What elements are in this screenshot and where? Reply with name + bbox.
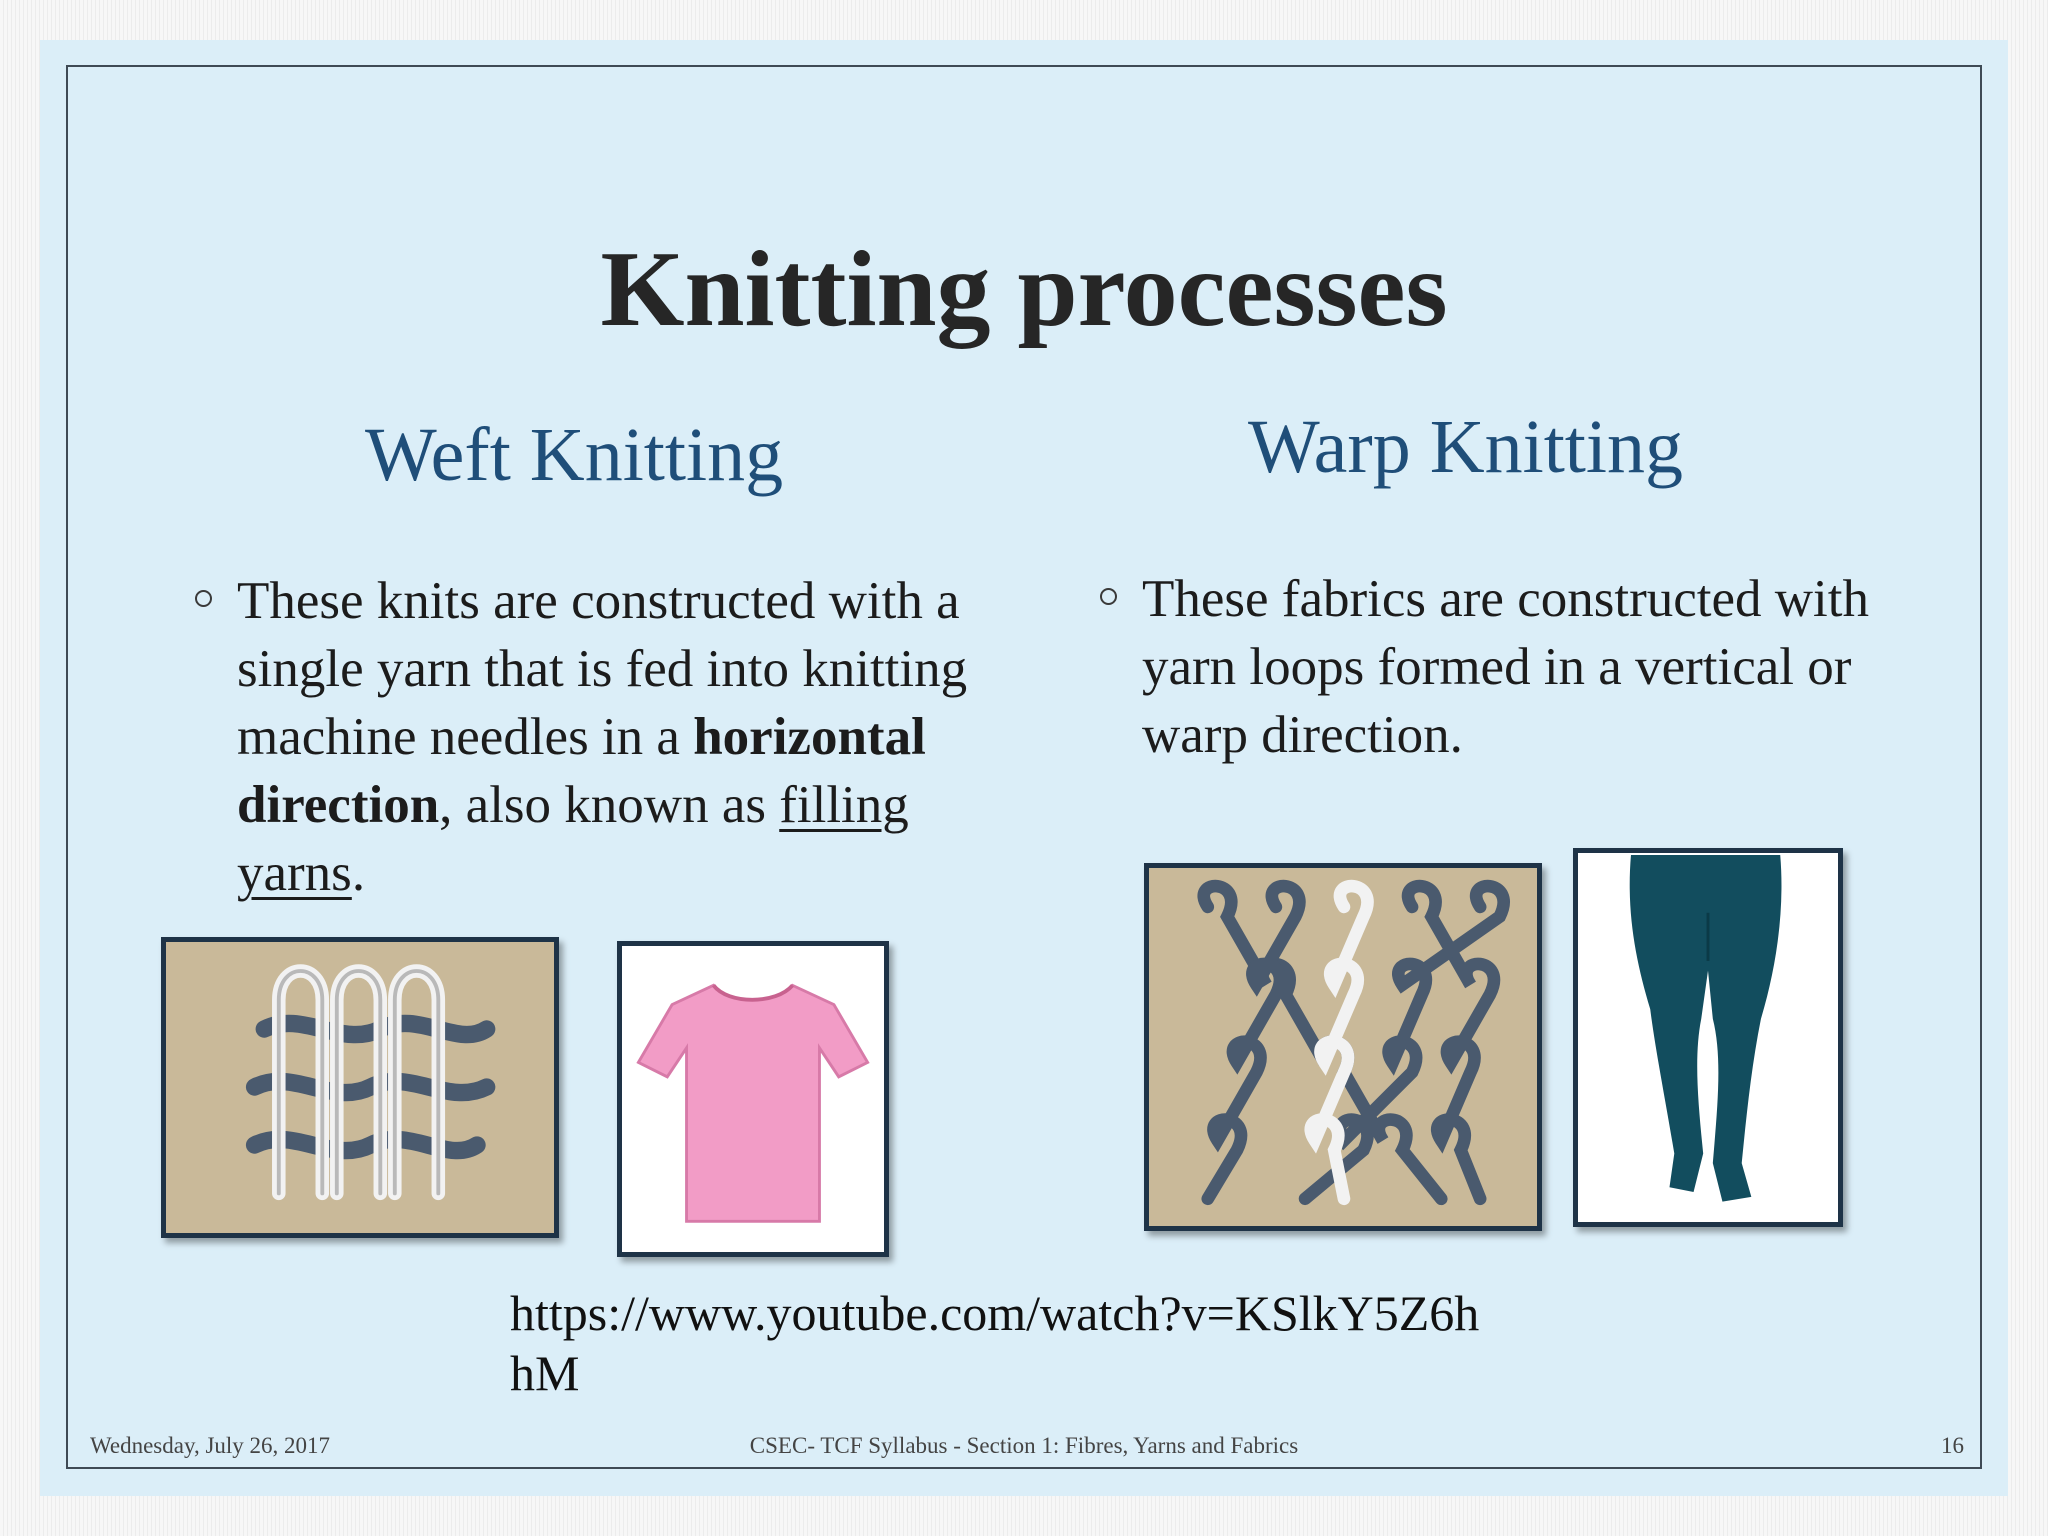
bullet-circle-icon [195,590,212,607]
weft-knitting-bullet [237,567,997,907]
teal-tights-image [1573,848,1843,1227]
warp-knitting-bullet [1142,565,1882,769]
weft-bold-term: horizontal direction [237,708,926,834]
weft-text-3: . [351,844,366,902]
video-link[interactable]: https://www.youtube.com/watch?v=KSlkY5Z6hhM [510,1285,1480,1401]
weft-knitting-heading: Weft Knitting [365,413,784,497]
footer-date: Wednesday, July 26, 2017 [90,1433,331,1458]
footer-page-number: 16 [1941,1433,1964,1458]
weft-knit-loops-icon [166,942,554,1233]
tights-icon [1578,853,1838,1222]
weft-text-1: These knits are constructed with a single yarn that is fed into knitting machine needles in a [237,572,968,766]
t-shirt-icon [622,946,884,1252]
bullet-circle-icon [1100,588,1117,605]
slide-title: Knitting processes [600,230,1448,349]
weft-underlined-term: filling yarns [237,776,909,902]
warp-knitting-heading: Warp Knitting [1248,405,1684,489]
warp-knit-loops-icon [1149,868,1537,1226]
warp-text: These fabrics are constructed with yarn loops formed in a vertical or warp direction. [1142,570,1869,764]
footer-course-title: CSEC- TCF Syllabus - Section 1: Fibres, Yarns and Fabrics [749,1433,1299,1458]
weft-text-2: , also known as [439,776,780,834]
weft-knit-diagram-image [161,937,559,1238]
pink-tshirt-image [617,941,889,1257]
warp-knit-diagram-image [1144,863,1542,1231]
